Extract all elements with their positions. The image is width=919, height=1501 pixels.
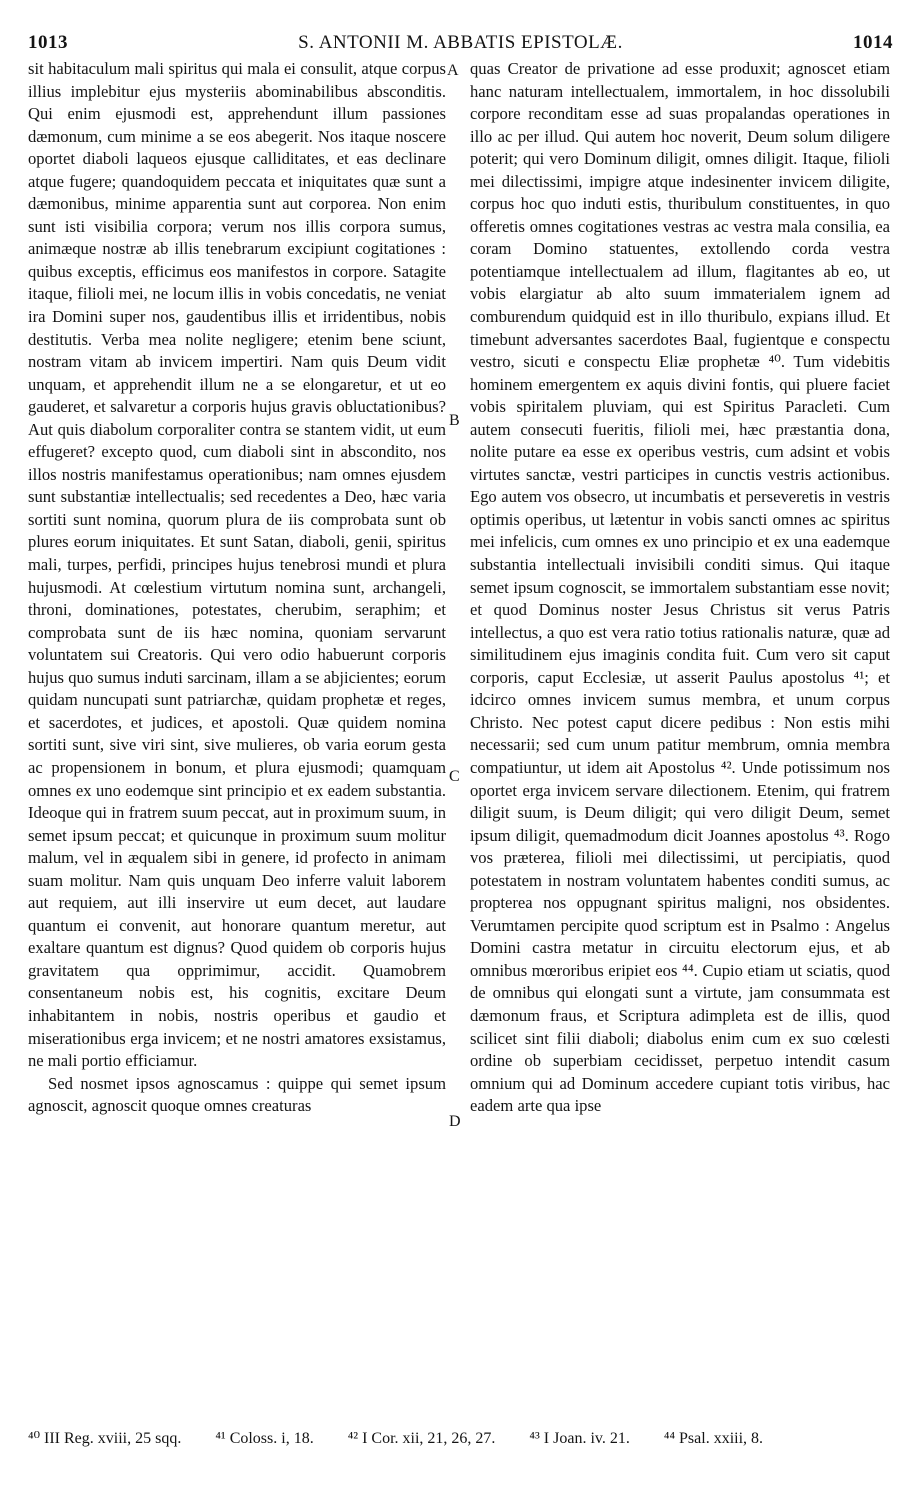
page-number-right: 1014 — [853, 32, 893, 53]
right-paragraph: quas Creator de privatione ad esse produxit; agnoscet etiam hanc naturam intellectualem, immortalem, in hoc dissolubili corpore reconditam esse ad suas propalandas operationes in illo ac per illud. Qui autem hoc noverit, Deum solum diligere poterit; qui vero Dominum diligit, omnes diligit. Itaque, filioli mei dilectissimi, impigre atque indesinenter invicem diligite, corpus hoc quo induti estis, thuribulum constituentes, in quo offeretis omnes cogitationes vestras ac vestra mala consilia, ea coram Domino statuentes, extollendo corda vestra potentiamque intellectualem ad illum, flagitantes ab eo, ut vobis elargiatur ab alto suum immaterialem ignem ad comburendum quidquid est in illo thuribulo, expians illud. Et timebunt adversantes sacerdotes Baal, fugientque e conspectu vestro, sicuti e conspectu Eliæ prophetæ ⁴⁰. Tum videbitis hominem emergentem ex aquis divini fontis, qui pluere faciet vobis spiritalem pluviam, qui est Spiritus Paracleti. Cum autem consecuti fueritis, filioli mei, hæc præstantia dona, nolite putare ea esse ex operibus vestris, cum adsint et vobis virtutes sanctæ, vestri participes in cunctis vestris actionibus. Ego autem vos obsecro, ut incumbatis et perseveretis in vestris optimis operibus, ut lætentur in vobis sancti omnes ac spiritus mei infelicis, cum omnes ex uno principio et ex una eademque substantia intellectuali invisibili conditi simus. Qui itaque semet ipsum cognoscit, se immortalem substantiam esse novit; et quod Dominus noster Jesus Christus sit verus Patris intellectus, a quo est vera ratio totius rationalis naturæ, quæ ad similitudinem ejus imaginis condita fuit. Cum vero sit caput corporis, caput Ecclesiæ, ut asserit Paulus apostolus ⁴¹; et idcirco omnes invicem sumus membra, et unum corpus Christo. Nec potest caput dicere pedibus : Non estis mihi necessarii; sed cum unum patitur membrum, omnia membra compatiuntur, ut idem ait Apostolus ⁴². Unde potissimum nos oportet erga invicem servare dilectionem. Etenim, qui fratrem diligit suum, is Deum diligit; qui vero diligit Deum, semet ipsum diligit, quemadmodum dicit Joannes apostolus ⁴³. Rogo vos præterea, filioli mei dilectissimi, ut percipiatis, quod potestatem in nostram voluntatem habentes conditi sumus, ac propterea nos oppugnant spiritus maligni, nos obsidentes. Verumtamen percipite quod scriptum est in Psalmo : Angelus Domini castra metatur in circuitu electorum ejus, et ab omnibus mœroribus eripiet eos ⁴⁴. Cupio etiam ut sciatis, quod de omnibus qui elongati sunt a virtute, jam consummata est dæmonum fraus, et Scriptura adimpleta est de illis, quod scilicet sint filii diaboli; diabolus enim cum ex suo cœlesti ordine ob superbiam cecidisset, perpetuo intendit casum omnium qui ad Dominum accedere cupiant totis viribus, hac eadem arte qua ipse — [470, 59, 890, 1116]
footnote: ⁴² I Cor. xii, 21, 26, 27. — [347, 1430, 496, 1447]
left-paragraph: sit habitaculum mali spiritus qui mala ei consulit, atque corpus illius implebitur ejus mysteriis abominabilibus absconditis. Qui enim ejusmodi est, apprehendunt illum passiones dæmonum, cum minime a se eos abegerit. Nos itaque noscere oportet diaboli laqueos ejusque calliditates, et eas declinare atque fugere; quandoquidem peccata et iniquitates quæ sunt a dæmonibus, minime apparentia sunt aut corporea. Non enim sunt isti visibilia corpora; verum nos illis corpora sumus, animæque nostræ ab illis tenebrarum excipiunt cogitationes : quibus exceptis, efficimus eos manifestos in corpore. Satagite itaque, filioli mei, ne locum illis in vobis concedatis, ne veniat ira Domini super nos, gaudentibus illis et irridentibus, nobis destitutis. Verba mea nolite negligere; etenim bene sciunt, nostram vitam ab invicem impertiri. Nam quis Deum vidit unquam, et apprehendit illum ne a se elongaretur, et ut eo gauderet, et salvaretur a corporis hujus gravis obluctationibus? Aut quis diabolum corporaliter contra se stantem vidit, ut eum effugeret? excepto quod, cum diaboli sint in abscondito, nos illos nostris manifestamus operationibus; nam omnes ejusdem sunt substantiæ intellectualis; sed recedentes a Deo, hæc varia sortiti sunt nomina, quorum plura de iis comprobata sunt ob plures eorum iniquitates. Et sunt Satan, diaboli, genii, spiritus mali, turpes, perfidi, principes hujus tenebrosi mundi et plura hujusmodi. At cœlestium virtutum nomina sunt, archangeli, throni, dominationes, potestates, cherubim, seraphim; et comprobata sunt de iis hæc nomina, quoniam servarunt voluntatem sui Creatoris. Qui vero odio habuerunt corporis hujus quo sumus induti sarcinam, illam a se abjicientes; eorum quidam nuncupati sunt patriarchæ, quidam prophetæ et reges, et sacerdotes, et judices, et apostoli. Quæ quidem nomina sortiti sunt, sive viri sint, sive mulieres, ob varia eorum gesta ac propensionem in bonum, et plura ejusmodi; quamquam omnes ex uno eodemque sint principio et ex eadem substantia. Ideoque qui in fratrem suum peccat, aut in proximum suum, in semet ipsum peccat; et quicunque in proximum suum molitur malum, vel in æqualem sibi in genere, id profecto in animam suam molitur. Nam quis unquam Deo inferre valuit laborem aut requiem, aut illi inservire ut eum decet, aut laudare quantum ei convenit, aut honorare quantum meretur, aut exaltare quantum est dignus? Quod quidem ob corporis hujus gravitatem qua opprimimur, accidit. Quamobrem consentaneum nobis est, his cognitis, excitare Deum inhabitantem in nobis, nostris operibus et gaudio et miserationibus erga invicem; et ne nostri amatores exsistamus, ne mali portio efficiamur. — [28, 59, 446, 1071]
running-header — [28, 26, 893, 56]
margin-marker-a: A — [447, 62, 459, 79]
left-column — [28, 58, 446, 1118]
margin-marker-c: C — [449, 768, 460, 785]
footnote: ⁴⁰ III Reg. xviii, 25 sqq. — [28, 1430, 182, 1447]
right-column — [470, 58, 890, 1118]
running-title: S. ANTONII M. ABBATIS EPISTOLÆ. — [298, 32, 623, 53]
footnote: ⁴¹ Coloss. i, 18. — [215, 1430, 314, 1447]
page-number-left: 1013 — [28, 32, 68, 53]
footnote: ⁴³ I Joan. iv. 21. — [529, 1430, 630, 1447]
footnotes — [28, 1428, 891, 1450]
footnote: ⁴⁴ Psal. xxiii, 8. — [663, 1430, 764, 1447]
margin-marker-d: D — [449, 1113, 461, 1130]
left-paragraph: Sed nosmet ipsos agnoscamus : quippe qui semet ipsum agnoscit, agnoscit quoque omnes creaturas — [28, 1073, 446, 1116]
margin-marker-b: B — [449, 412, 460, 429]
